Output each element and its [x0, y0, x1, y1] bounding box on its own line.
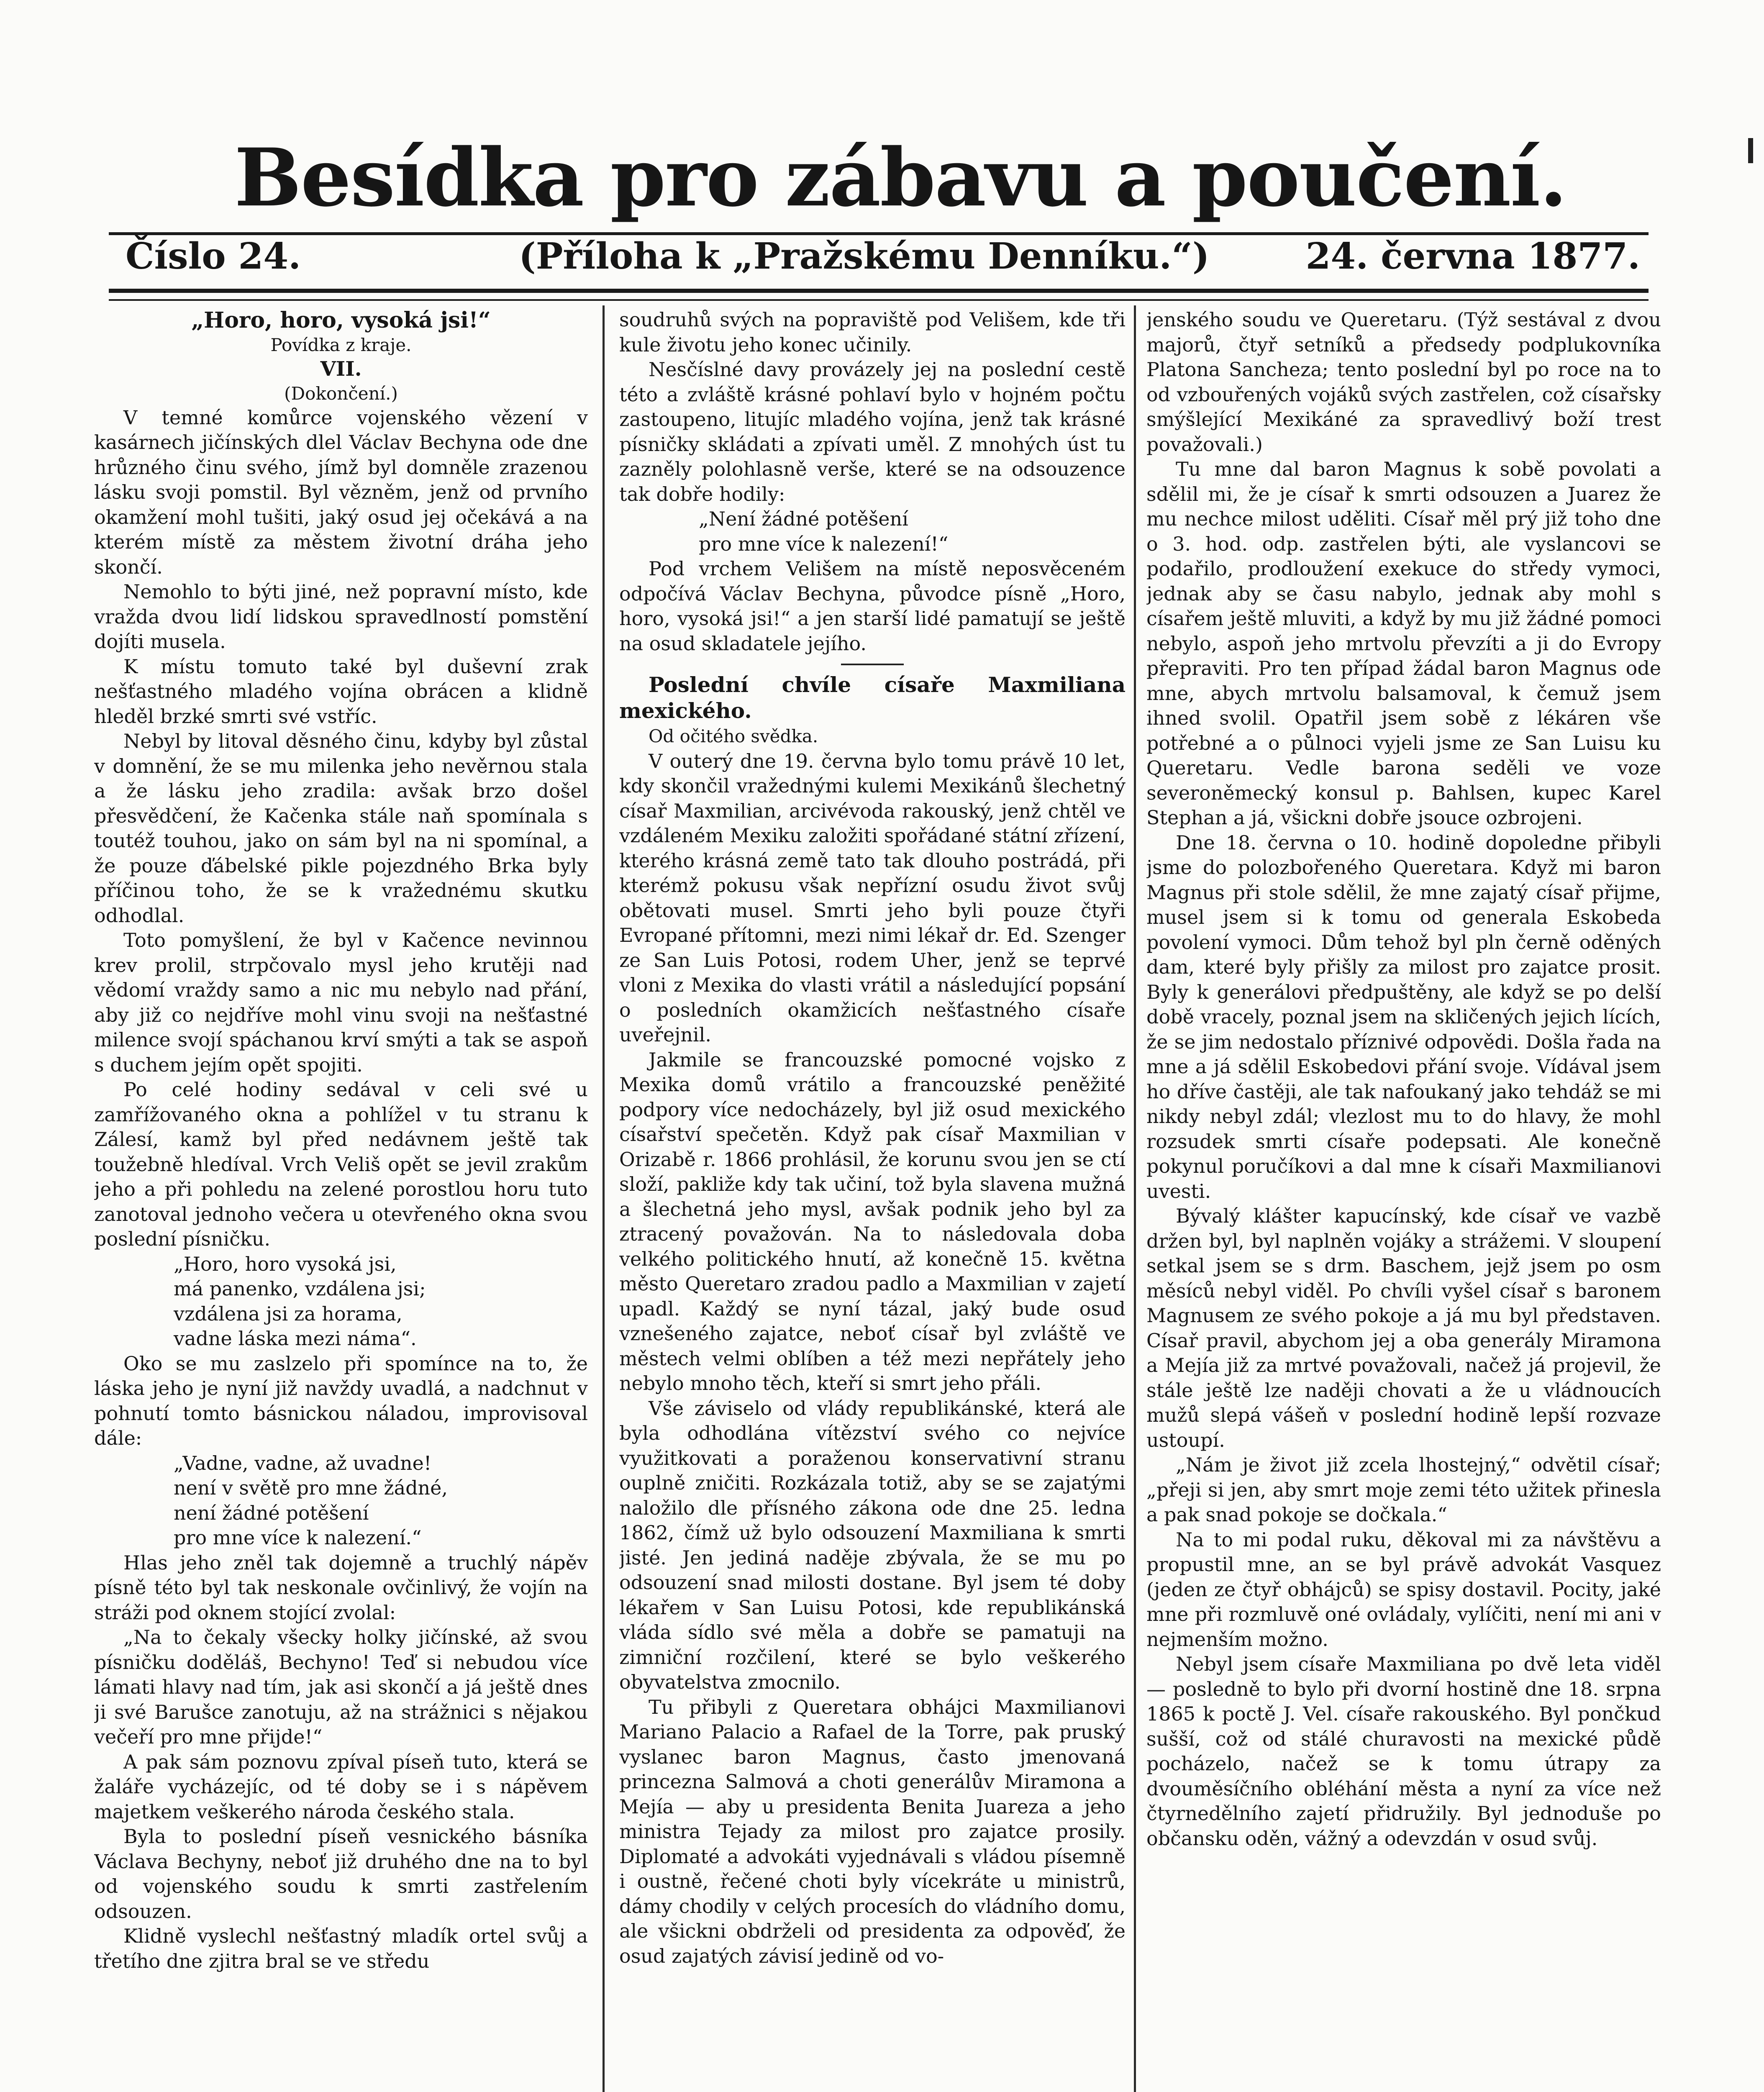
- paragraph: Byla to poslední píseň vesnického básníka Václava Bechyny, neboť již druhého dne na to byl od vojenského soudu k smrti zastřelením odsouzen.: [94, 1825, 588, 1923]
- verse-line: vzdálena jsi za horama,: [174, 1302, 403, 1325]
- article-byline: Od očitého svědka.: [649, 726, 818, 746]
- verse-line: pro mne více k nalezení!“: [699, 532, 949, 555]
- masthead-rule-top: [109, 232, 1649, 235]
- verse-block: [174, 1451, 588, 1551]
- column-divider-2: [1134, 305, 1136, 2092]
- paragraph: Na to mi podal ruku, děkoval mi za návštěvu a propustil mne, an se byl právě advokát Vasquez (jeden ze čtyř obhájců) se spisy dostavil. Pocity, jaké mne při rozmluvě oné ovládaly, vylíčiti, není mi ani v nejmenším možno.: [1146, 1528, 1661, 1651]
- verse-line: „Horo, horo vysoká jsi,: [174, 1252, 397, 1275]
- paragraph: K místu tomuto také byl duševní zrak nešťastného mladého vojína obrácen a klidně hleděl brzké smrti své vstříc.: [94, 655, 588, 728]
- paragraph: Oko se mu zaslzelo při spomínce na to, že láska jeho je nyní již navždy uvadlá, a nadchnut v pohnutí tomto básnickou náladou, improvisoval dále:: [94, 1352, 588, 1449]
- column-1: [94, 308, 588, 2092]
- paragraph: Dne 18. června o 10. hodině dopoledne přibyli jsme do polozbořeného Queretara. Když mi baron Magnus při stole sdělil, že mne zajatý císař přijme, musel jsem si k tomu od generala Eskobeda povolení vymoci. Dům tehož byl pln černě oděných dam, které byly přišly za milost pro zajatce prosit. Byly k generálovi předpuštěny, ale když se po delší době vracely, poznal jsem na skličených jejich lících, že se jim nedostalo příznivé odpovědi. Došla řada na mne a já sdělil Eskobedovi přání svoje. Vídával jsem ho dříve častěji, ale tak nafoukaný jako tehdáž se mi nikdy nebyl zdál; vlezlost mu to do hlavy, že mohl rozsudek smrti císaře podepsati. Ale konečně pokynul poručíkovi a dal mne k císaři Maxmilianovi uvesti.: [1146, 831, 1661, 1202]
- paragraph: soudruhů svých na popraviště pod Velišem, kde tři kule životu jeho konec učinily.: [619, 308, 1126, 356]
- column-2: [619, 308, 1126, 2092]
- verse-line: není v světě pro mne žádné,: [174, 1477, 448, 1499]
- paragraph: jenského soudu ve Queretaru. (Týž sestával z dvou majorů, čtyř setníků a předsedy podplukovníka Platona Sancheza; tento poslední byl po roce na to od vzbouřených vojáků svých zastřelen, což císařsky smýšlející Mexikáné za spravedlivý boží trest považovali.): [1146, 308, 1661, 456]
- paragraph: Pod vrchem Velišem na místě neposvěceném odpočívá Václav Bechyna, původce písně „Horo, horo, vysoká jsi!“ a jen starší lidé pamatují se ještě na osud skladatele jejího.: [619, 557, 1126, 655]
- paragraph: Vše záviselo od vlády republikánské, která ale byla odhodlána vítězství svého co nejvíce využitkovati a poraženou konservativní stranu ouplně zničiti. Rozkázala totiž, aby se se zajatými naložilo dle přísného zákona ode dne 25. ledna 1862, čímž už bylo odsouzení Maxmiliana k smrti jisté. Jen jediná naděje zbývala, že se mu po odsouzení snad milosti dostane. Byl jsem té doby lékařem v San Luisu Potosi, kde republikánská vláda sídlo své měla a dobře se pamatuji na zimniční rozčilení, které se bylo veškerého obyvatelstva zmocnilo.: [619, 1397, 1126, 1693]
- paragraph: Tu přibyli z Queretara obhájci Maxmilianovi Mariano Palacio a Rafael de la Torre, pak pruský vyslanec baron Magnus, často jmenovaná princezna Salmová a choti generálův Miramona a Mejía — aby u presidenta Benita Juareza a jeho ministra Tejady za milost pro zajatce prosily. Diplomaté a advokáti vyjednávali s vládou písemně i oustně, řečené choti byly vícekráte u ministrů, dámy chodily v celých procesích do vládního domu, ale všickni obdrželi od presidenta za odpověď, že osud zajatých závisí jedině od vo-: [619, 1695, 1126, 1967]
- paragraph: „Na to čekaly všecky holky jičínské, až svou písničku doděláš, Bechyno! Teď si nebudou více lámati hlavy nad tím, jak asi skončí a já ještě dnes ji své Barušce zanotuju, až na strážnici s nějakou večeří pro mne přijde!“: [94, 1626, 588, 1748]
- article-title: Poslední chvíle císaře Maxmiliana mexického.: [619, 672, 1126, 723]
- story-subtitle: Povídka z kraje.: [270, 335, 412, 355]
- paragraph: Tu mne dal baron Magnus k sobě povolati a sdělil mi, že je císař k smrti odsouzen a Juarez že mu nechce milost uděliti. Císař měl prý již toho dne o 3. hod. odp. zastřelen býti, ale vyslancovi se podařilo, prodloužení exekuce do středy vymoci, jednak aby se času nabylo, jednak aby mohl s císařem ještě mluviti, a když by mu již žádné pomoci nebylo, aspoň jeho mrtvolu převzíti a ji do Evropy přepraviti. Pro ten případ žádal baron Magnus ode mne, abych mrtvolu balsamoval, k čemuž jsem ihned svolil. Opatřil jsem sobě z lékáren vše potřebné a o půlnoci vyjeli jsme ze San Luisu ku Queretaru. Vedle barona seděli ve voze severoněmecký konsul p. Bahlsen, kupec Karel Stephan a já, všickni dobře jsouce ozbrojeni.: [1146, 458, 1661, 829]
- paragraph: „Nám je život již zcela lhostejný,“ odvětil císař; „přeji si jen, aby smrt moje zemi této užitek přinesla a pak snad pokoje se dočkala.“: [1146, 1454, 1661, 1526]
- paragraph: Nebyl by litoval děsného činu, kdyby byl zůstal v domnění, že se mu milenka jeho nevěrnou stala a že lásku jeho zradila: avšak brzo došel přesvědčení, že Kačenka stále naň spomínala s toutéž touhou, jako on sám byl na ni spomínal, a že pouze ďábelské pikle pojezdného Brka byly příčinou toho, že se k vražednému skutku odhodlal.: [94, 730, 588, 927]
- story-chapter: VII.: [320, 357, 362, 381]
- paragraph: Toto pomyšlení, že byl v Kačence nevinnou krev prolil, strpčovalo mysl jeho krutěji nad vědomí vraždy samo a nic mu nebylo nad přání, aby již co nejdříve mohl vinu svoji na nešťastné milence svojí spáchanou krví smýti a tak se aspoň s duchem jejím opět spojiti.: [94, 929, 588, 1076]
- story-title: „Horo, horo, vysoká jsi!“: [191, 308, 491, 333]
- story-conclusion: (Dokončení.): [284, 383, 398, 404]
- paragraph: Nesčíslné davy provázely jej na poslední cestě této a zvláště krásné pohlaví bylo v hojném počtu zastoupeno, litujíc mladého vojína, jenž tak krásné písničky skládati a zpívati uměl. Z mnohých úst tu zazněly polohlasně verše, které se na odsouzence tak dobře hodily:: [619, 358, 1126, 505]
- masthead-rule-bottom: [109, 289, 1649, 293]
- paragraph: Hlas jeho zněl tak dojemně a truchlý nápěv písně této byl tak neskonale ovčinlivý, že vojín na stráži pod oknem stojící zvolal:: [94, 1551, 588, 1624]
- verse-line: „Není žádné potěšení: [699, 508, 908, 530]
- paragraph: Nemohlo to býti jiné, než popravní místo, kde vražda dvou lidí lidskou spravedlností pomstění dojíti musela.: [94, 580, 588, 653]
- paragraph: V temné komůrce vojenského vězení v kasárnech jičínských dlel Václav Bechyna ode dne hrůzného činu svého, jímž byl domněle zrazenou lásku svoji pomstil. Byl vězněm, jenž od prvního okamžení mohl tušiti, jaký osud jej očekává a na kterém místě za městem životní dráha jeho skončí.: [94, 406, 588, 578]
- column-divider-1: [603, 305, 605, 2092]
- issue-number: Číslo 24.: [126, 235, 301, 277]
- paragraph: Nebyl jsem císaře Maxmiliana po dvě leta viděl — posledně to bylo při dvorní hostině dne 18. srpna 1865 k poctě J. Vel. císaře rakouského. Byl pončkud sušší, což od stálé churavosti na mexické půdě pocházelo, načež se k tomu útrapy za dvouměsíčního obléhání města a nyní za více než čtyrnedělního zajetí přidružily. Byl jednoduše po občansku oděn, vážný a odevzdán v osud svůj.: [1146, 1653, 1661, 1850]
- paragraph: Klidně vyslechl nešťastný mladík ortel svůj a třetího dne zjitra bral se ve středu: [94, 1925, 588, 1972]
- verse-line: má panenko, vzdálena jsi;: [174, 1277, 426, 1300]
- verse-line: pro mne více k nalezení.“: [174, 1526, 422, 1549]
- masthead-rule-thin: [109, 299, 1649, 301]
- supplement-note: (Příloha k „Pražskému Denníku.“): [519, 235, 1210, 277]
- verse-line: vadne láska mezi náma“.: [174, 1327, 417, 1350]
- paragraph: V outerý dne 19. června bylo tomu právě 10 let, kdy skončil vražednými kulemi Mexikánů šlechetný císař Maxmilian, arcivévoda rakouský, jenž chtěl ve vzdáleném Mexiku založiti spořádané státní zřízení, kterého krásná země tato tak dlouho postrádá, při kterémž pokusu však nepřízní osudu život svůj obětovati musel. Smrti jeho byli pouze čtyři Evropané přítomni, mezi nimi lékař dr. Ed. Szenger ze San Luis Potosi, rodem Uher, jenž se teprvé vloni z Mexika do vlasti vrátil a následující popsání o posledních okamžicích nešťastného císaře uveřejnil.: [619, 749, 1126, 1046]
- paragraph: Jakmile se francouzské pomocné vojsko z Mexika domů vrátilo a francouzské peněžité podpory více nedocházely, byl již osud mexického císařství spečetěn. Když pak císař Maxmilian v Orizabě r. 1866 prohlásil, že korunu svou jen se ctí složí, pakliže kdy tak učiní, tož byla slavena mužná a šlechetná jeho mysl, avšak podnik jeho byl za ztracený považován. Na to následovala doba velkého politického hnutí, až konečně 15. května město Queretaro zradou padlo a Maxmilian v zajetí upadl. Každý se nyní tázal, jaký bude osud vznešeného zajatce, neboť císař byl zvláště ve městech velmi oblíben a též mezi nepřátely jeho nebylo mnoho těch, kteří si smrt jeho přáli.: [619, 1048, 1126, 1395]
- page-edge-mark: [1748, 138, 1753, 163]
- masthead-title: Besídka pro zábavu a poučení.: [234, 131, 1567, 224]
- section-separator: [841, 664, 904, 665]
- column-3: [1146, 308, 1661, 2092]
- verse-line: není žádné potěšení: [174, 1501, 369, 1524]
- paragraph: A pak sám poznovu zpíval píseň tuto, která se žaláře vycházejíc, od té doby se i s nápěvem majetkem veškerého národa českého stala.: [94, 1750, 588, 1823]
- issue-date: 24. června 1877.: [1305, 235, 1640, 277]
- verse-block: [699, 507, 1126, 556]
- paragraph: Bývalý klášter kapucínský, kde císař ve vazbě držen byl, byl naplněn vojáky a strážemi. V sloupení setkal jsem se s drm. Baschem, jejž jsem po osm měsíců nebyl viděl. Po chvíli vyšel císař s baronem Magnusem ze svého pokoje a já mu byl představen. Císař pravil, abychom jej a oba generály Miramona a Mejía již za mrtvé považovali, načež já projevil, že stále ještě lze naději chovati a že u vládnoucích mužů slepá vášeň v poslední hodině lepší rozvaze ustoupí.: [1146, 1205, 1661, 1451]
- paragraph: Po celé hodiny sedával v celi své u zamřížovaného okna a pohlížel v tu stranu k Zálesí, kamž byl před nedávnem ještě tak toužebně hledíval. Vrch Veliš opět se jevil zrakům jeho a při pohledu na zelené porostlou horu tuto zanotoval jednoho večera u otevřeného okna svou poslední písničku.: [94, 1078, 588, 1250]
- verse-block: [174, 1252, 588, 1351]
- verse-line: „Vadne, vadne, až uvadne!: [174, 1451, 432, 1474]
